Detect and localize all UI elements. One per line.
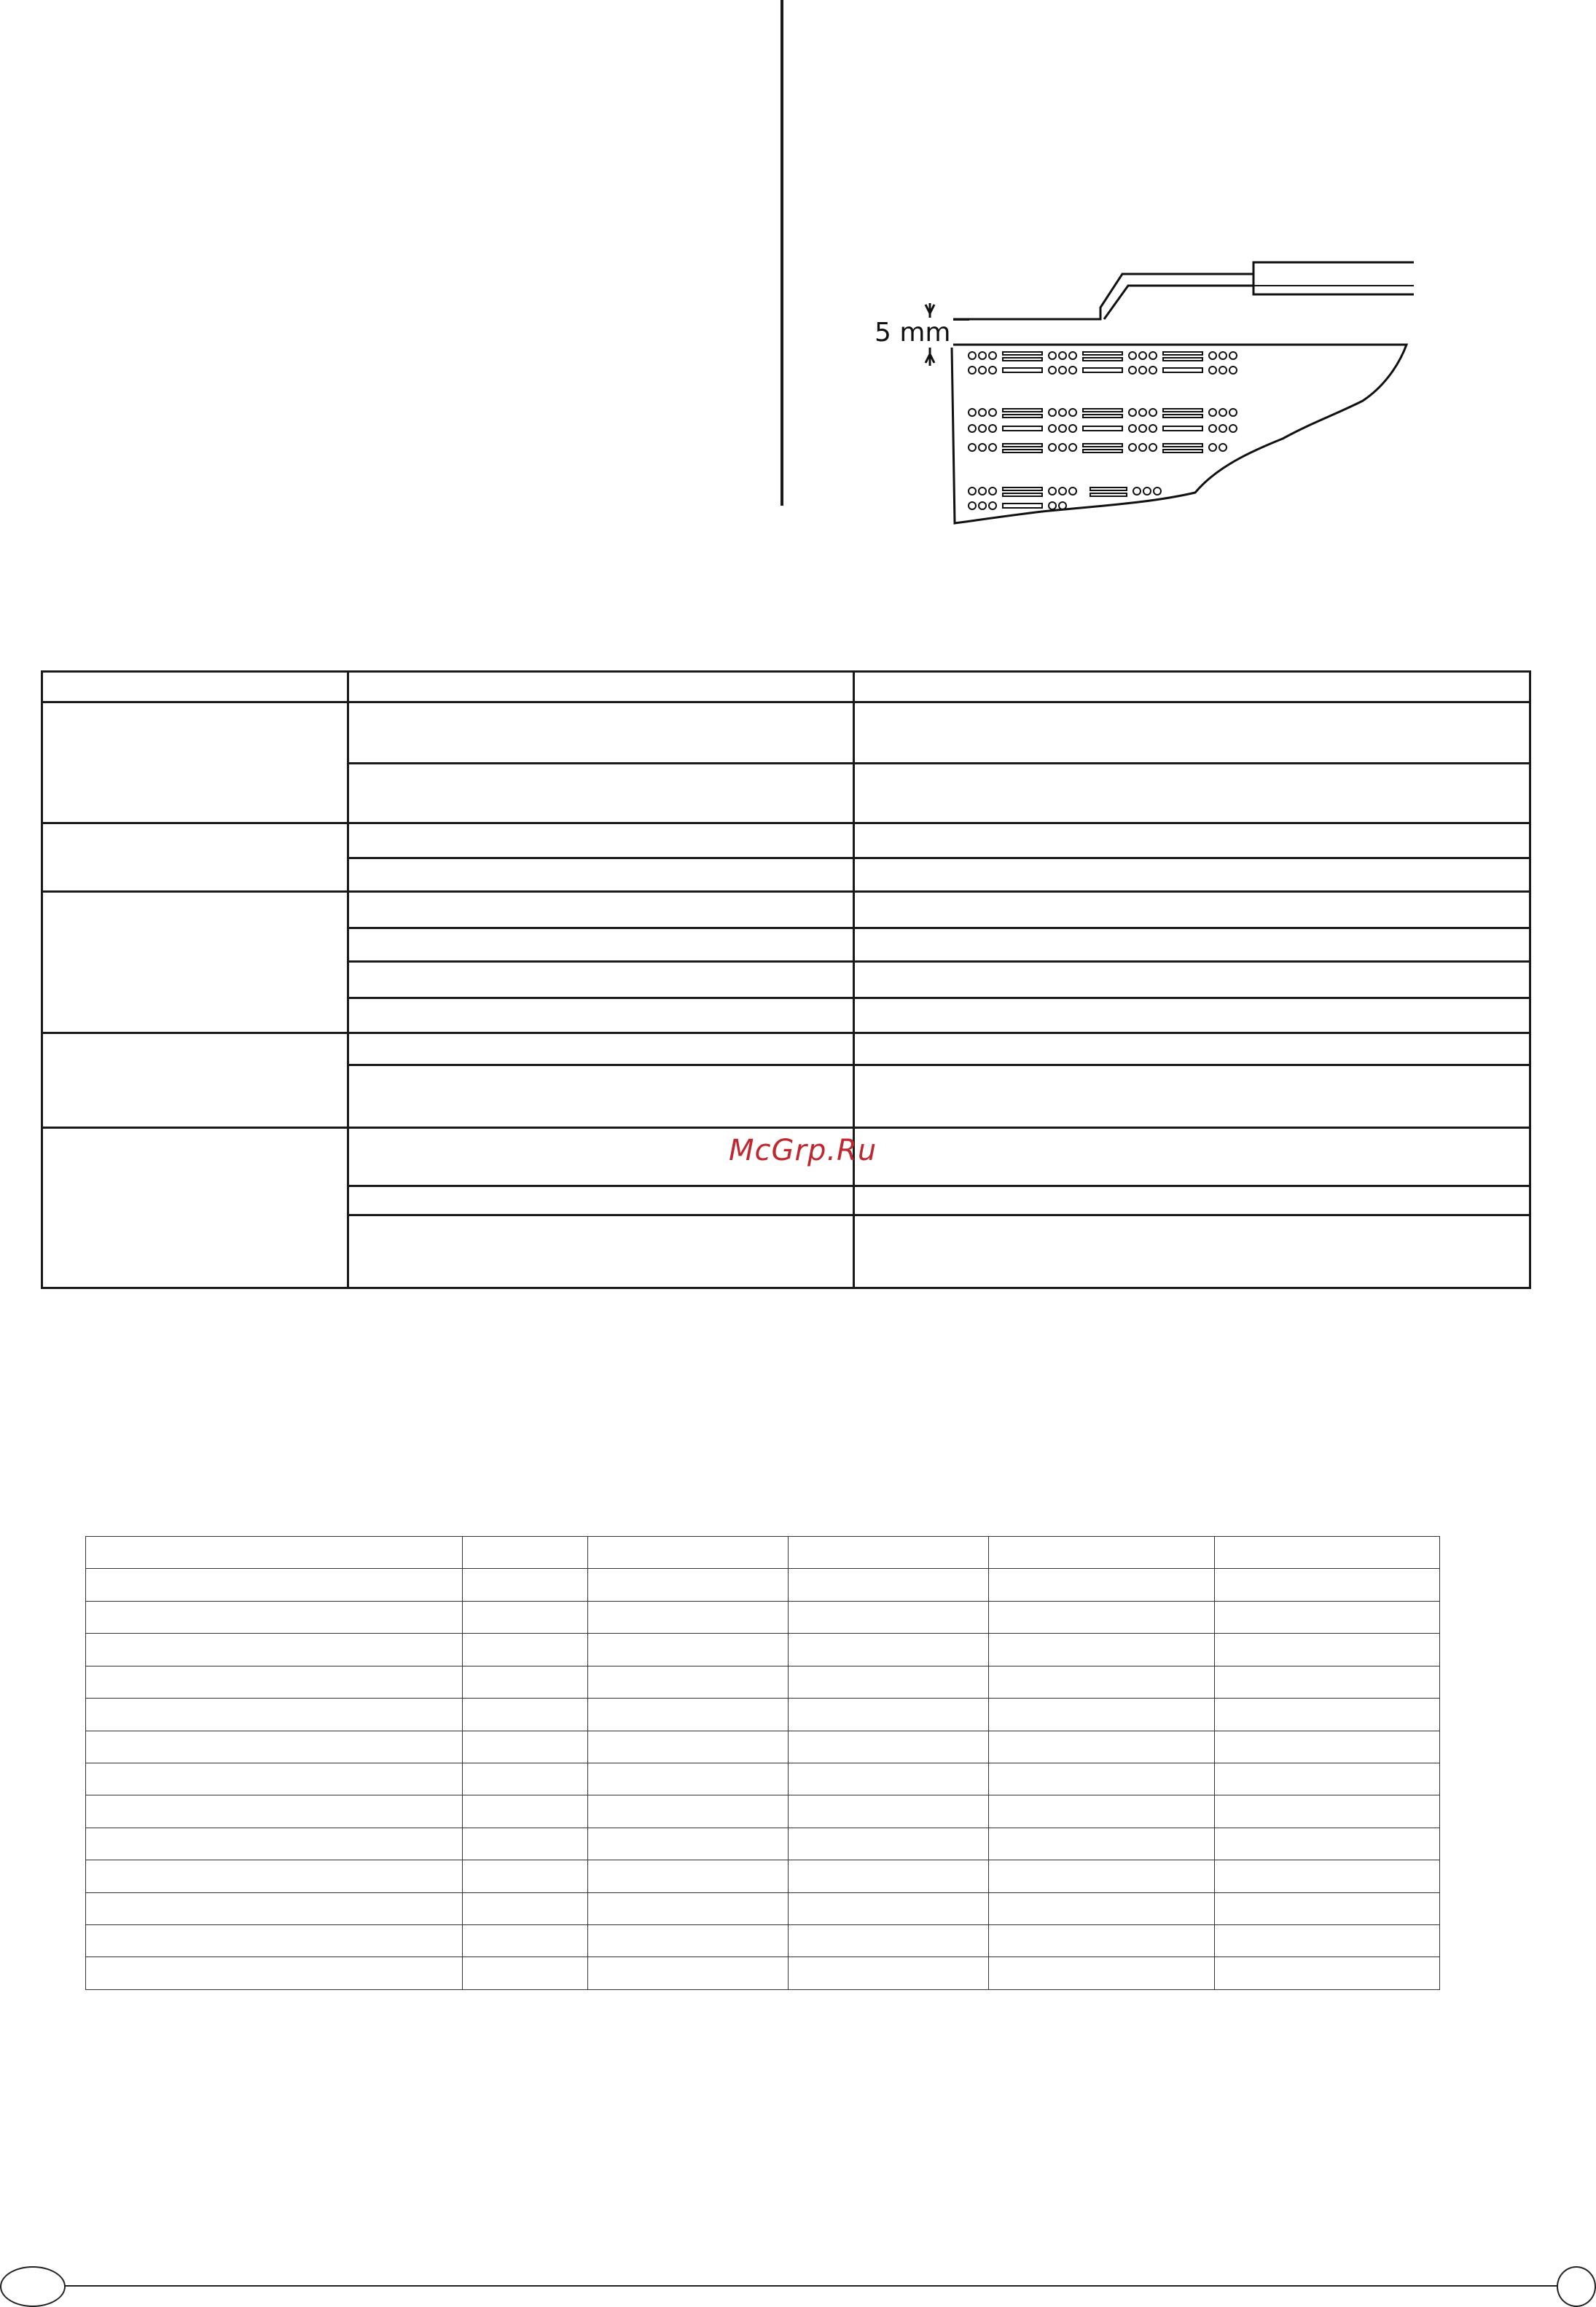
table-cell bbox=[42, 823, 348, 892]
table-cell bbox=[1215, 1601, 1440, 1633]
table-cell bbox=[588, 1731, 789, 1763]
table-row bbox=[86, 1925, 1440, 1957]
table-cell bbox=[588, 1892, 789, 1924]
table-cell bbox=[989, 1795, 1215, 1828]
table-row bbox=[86, 1634, 1440, 1666]
table-cell bbox=[348, 1033, 854, 1065]
table-cell bbox=[989, 1601, 1215, 1633]
table-row bbox=[86, 1860, 1440, 1892]
table-row bbox=[42, 702, 1530, 764]
table-cell bbox=[789, 1763, 989, 1795]
table-row bbox=[86, 1892, 1440, 1924]
table-cell bbox=[789, 1860, 989, 1892]
table-cell bbox=[348, 998, 854, 1033]
table-cell bbox=[789, 1731, 989, 1763]
table-cell bbox=[854, 928, 1530, 962]
table-cell bbox=[1215, 1731, 1440, 1763]
table-cell bbox=[348, 962, 854, 998]
table-cell bbox=[1215, 1957, 1440, 1989]
table-cell bbox=[86, 1892, 463, 1924]
table-cell bbox=[588, 1634, 789, 1666]
table-cell bbox=[989, 1699, 1215, 1731]
table-row bbox=[86, 1601, 1440, 1633]
table-cell bbox=[588, 1763, 789, 1795]
table-cell bbox=[86, 1634, 463, 1666]
table-cell bbox=[789, 1537, 989, 1569]
table-cell bbox=[463, 1763, 588, 1795]
table-row bbox=[86, 1731, 1440, 1763]
table-cell bbox=[463, 1569, 588, 1601]
table-row bbox=[86, 1537, 1440, 1569]
table-cell bbox=[463, 1601, 588, 1633]
table-cell bbox=[588, 1537, 789, 1569]
table-cell bbox=[42, 672, 348, 702]
table-cell bbox=[86, 1601, 463, 1633]
table-row bbox=[86, 1795, 1440, 1828]
table-cell bbox=[588, 1957, 789, 1989]
specification-table bbox=[85, 1536, 1440, 1990]
table-cell bbox=[348, 764, 854, 823]
table-cell bbox=[348, 1186, 854, 1215]
table-cell bbox=[989, 1763, 1215, 1795]
table-cell bbox=[989, 1666, 1215, 1698]
table-cell bbox=[1215, 1634, 1440, 1666]
table-cell bbox=[854, 1033, 1530, 1065]
table-cell bbox=[854, 998, 1530, 1033]
table-cell bbox=[463, 1666, 588, 1698]
table-cell bbox=[348, 823, 854, 858]
table-cell bbox=[854, 672, 1530, 702]
page-number-oval-right bbox=[1557, 2266, 1596, 2307]
table-cell bbox=[1215, 1892, 1440, 1924]
table-cell bbox=[854, 702, 1530, 764]
table-row bbox=[42, 1033, 1530, 1065]
table-row bbox=[86, 1666, 1440, 1698]
table-cell bbox=[789, 1634, 989, 1666]
table-cell bbox=[1215, 1569, 1440, 1601]
table-row bbox=[86, 1957, 1440, 1989]
table-cell bbox=[854, 962, 1530, 998]
table-cell bbox=[989, 1828, 1215, 1860]
table-cell bbox=[463, 1699, 588, 1731]
troubleshooting-table bbox=[41, 670, 1531, 1289]
table-row bbox=[86, 1828, 1440, 1860]
table-cell bbox=[463, 1795, 588, 1828]
table-cell bbox=[348, 928, 854, 962]
table-cell bbox=[1215, 1828, 1440, 1860]
table-cell bbox=[1215, 1537, 1440, 1569]
column-divider bbox=[781, 0, 783, 506]
table-cell bbox=[989, 1569, 1215, 1601]
table-cell bbox=[348, 672, 854, 702]
installation-diagram bbox=[860, 248, 1421, 539]
table-cell bbox=[348, 702, 854, 764]
table-cell bbox=[588, 1569, 789, 1601]
table-cell bbox=[989, 1537, 1215, 1569]
table-cell bbox=[989, 1892, 1215, 1924]
table-cell bbox=[348, 892, 854, 928]
table-cell bbox=[789, 1601, 989, 1633]
table-cell bbox=[86, 1957, 463, 1989]
table-cell bbox=[42, 1033, 348, 1128]
table-cell bbox=[989, 1860, 1215, 1892]
table-cell bbox=[42, 1128, 348, 1288]
table-cell bbox=[42, 702, 348, 823]
table-cell bbox=[989, 1634, 1215, 1666]
table-cell bbox=[989, 1957, 1215, 1989]
table-cell bbox=[86, 1860, 463, 1892]
table-cell bbox=[789, 1699, 989, 1731]
table-cell bbox=[463, 1860, 588, 1892]
table-cell bbox=[789, 1795, 989, 1828]
table-cell bbox=[588, 1860, 789, 1892]
table-row bbox=[42, 823, 1530, 858]
table-cell bbox=[348, 1065, 854, 1128]
table-cell bbox=[463, 1925, 588, 1957]
table-cell bbox=[86, 1763, 463, 1795]
table-row bbox=[86, 1763, 1440, 1795]
table-cell bbox=[854, 823, 1530, 858]
table-cell bbox=[463, 1892, 588, 1924]
table-row bbox=[86, 1699, 1440, 1731]
table-cell bbox=[86, 1666, 463, 1698]
table-cell bbox=[789, 1828, 989, 1860]
table-cell bbox=[789, 1569, 989, 1601]
table-cell bbox=[1215, 1860, 1440, 1892]
table-cell bbox=[854, 1215, 1530, 1288]
table-cell bbox=[1215, 1763, 1440, 1795]
table-cell bbox=[588, 1795, 789, 1828]
table-cell bbox=[1215, 1699, 1440, 1731]
footer-rule bbox=[32, 2285, 1561, 2287]
table-cell bbox=[854, 1128, 1530, 1186]
table-cell bbox=[588, 1666, 789, 1698]
table-cell bbox=[1215, 1795, 1440, 1828]
table-cell bbox=[86, 1828, 463, 1860]
table-cell bbox=[789, 1925, 989, 1957]
table-row bbox=[42, 672, 1530, 702]
watermark: McGrp.Ru bbox=[729, 1134, 877, 1167]
table-cell bbox=[1215, 1666, 1440, 1698]
table-cell bbox=[348, 1215, 854, 1288]
table-cell bbox=[42, 892, 348, 1033]
table-cell bbox=[86, 1795, 463, 1828]
table-cell bbox=[588, 1699, 789, 1731]
table-cell bbox=[854, 1065, 1530, 1128]
table-cell bbox=[854, 892, 1530, 928]
dimension-label: 5 mm bbox=[872, 318, 953, 348]
table-cell bbox=[854, 764, 1530, 823]
table-cell bbox=[588, 1828, 789, 1860]
table-cell bbox=[348, 858, 854, 892]
table-cell bbox=[86, 1537, 463, 1569]
table-cell bbox=[989, 1925, 1215, 1957]
hob-edge-cross-section-icon bbox=[860, 248, 1421, 539]
page-number-oval-left bbox=[0, 2266, 66, 2307]
table-cell bbox=[789, 1957, 989, 1989]
table-cell bbox=[789, 1666, 989, 1698]
table-cell bbox=[588, 1925, 789, 1957]
table-cell bbox=[854, 1186, 1530, 1215]
table-cell bbox=[463, 1731, 588, 1763]
table-cell bbox=[588, 1601, 789, 1633]
table-cell bbox=[463, 1634, 588, 1666]
table-cell bbox=[86, 1569, 463, 1601]
table-cell bbox=[463, 1828, 588, 1860]
table-cell bbox=[854, 858, 1530, 892]
table-row bbox=[86, 1569, 1440, 1601]
table-cell bbox=[86, 1925, 463, 1957]
table-cell bbox=[86, 1731, 463, 1763]
table-cell bbox=[463, 1537, 588, 1569]
table-cell bbox=[989, 1731, 1215, 1763]
table-cell bbox=[1215, 1925, 1440, 1957]
table-cell bbox=[86, 1699, 463, 1731]
table-cell bbox=[463, 1957, 588, 1989]
table-row bbox=[42, 892, 1530, 928]
table-cell bbox=[789, 1892, 989, 1924]
